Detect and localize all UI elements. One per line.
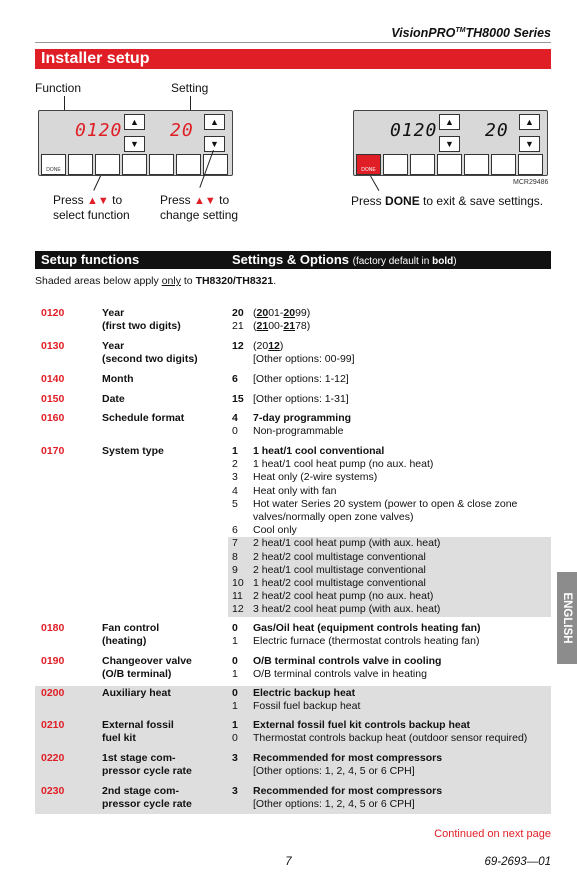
table-row: [35, 392, 551, 411]
option-text: 99): [295, 307, 311, 319]
table-row: [35, 784, 551, 814]
option-text: Fossil fuel backup heat: [253, 700, 361, 713]
option-text: 21: [256, 320, 269, 333]
option-value: 20: [232, 307, 244, 319]
option-text: 1 heat/1 cool conventional: [253, 445, 385, 457]
option-value: 3: [232, 752, 238, 764]
language-tab: ENGLISH: [557, 572, 577, 664]
up-down-arrows-icon: ▲▼: [87, 195, 109, 207]
soft-key[interactable]: [383, 154, 408, 175]
option-text: [Other options: 00-99]: [253, 353, 355, 366]
option-text: [Other options: 1, 2, 4, 5 or 6 CPH]: [253, 798, 415, 811]
option-item: [232, 458, 551, 471]
thermostat-display-left: [38, 110, 233, 176]
option-description: [253, 485, 551, 498]
option-item: [232, 485, 551, 498]
soft-key[interactable]: [95, 154, 120, 175]
option-value: 0: [232, 655, 238, 667]
option-text: 2 heat/1 cool heat pump (with aux. heat): [253, 537, 441, 550]
option-list: [232, 445, 551, 617]
option-description: [253, 590, 551, 603]
option-value: 1: [232, 700, 238, 713]
function-name-line: (O/B terminal): [102, 668, 172, 681]
option-list: [232, 785, 551, 811]
function-name-line: System type: [102, 445, 164, 457]
option-description: [253, 412, 551, 425]
function-name-line: Fan control: [102, 622, 160, 634]
option-text: 00-: [268, 320, 284, 333]
continued-note: Continued on next page: [434, 828, 551, 840]
function-name-line: 1st stage com-: [102, 752, 176, 764]
document-number: 69-2693—01: [484, 856, 551, 868]
setting-value: 20: [485, 120, 509, 141]
option-item: [228, 590, 551, 603]
function-name-line: (heating): [102, 635, 147, 648]
function-code: 0190: [41, 655, 65, 667]
option-value: 6: [232, 524, 238, 537]
function-down-button[interactable]: ▼: [439, 136, 460, 152]
option-description: [253, 445, 551, 458]
function-name-line: External fossil: [102, 719, 174, 731]
function-value: 0120: [75, 120, 123, 141]
option-text: (: [253, 307, 257, 319]
function-name-line: Schedule format: [102, 412, 185, 424]
option-description: [253, 551, 551, 564]
option-value: 1: [232, 635, 238, 648]
option-description: [253, 668, 551, 681]
soft-key[interactable]: [176, 154, 201, 175]
function-code: 0140: [41, 373, 65, 385]
option-value: 2: [232, 458, 238, 471]
shaded-areas-note: Shaded areas below apply only to TH8320/TH8321.: [35, 275, 277, 287]
option-item: [228, 537, 551, 550]
table-row: [35, 411, 551, 444]
setting-up-button[interactable]: ▲: [204, 114, 225, 130]
option-description: [253, 655, 551, 668]
function-code: 0220: [41, 752, 65, 764]
done-leader: [370, 176, 379, 191]
function-name-line: Year: [102, 307, 125, 319]
function-code: 0170: [41, 445, 65, 457]
press-done-instruction: Press DONE to exit & save settings.: [351, 194, 544, 208]
option-item: [232, 425, 551, 438]
option-item: [232, 622, 551, 635]
option-list: [232, 752, 551, 778]
press-function-instruction: Press ▲▼ to select function: [53, 193, 130, 222]
option-item: [228, 551, 551, 564]
option-item: [232, 635, 551, 648]
setting-down-button[interactable]: ▼: [204, 136, 225, 152]
function-name-line: pressor cycle rate: [102, 765, 192, 778]
option-text: Heat only (2-wire systems): [253, 471, 378, 484]
option-description: [253, 732, 551, 745]
table-row: [35, 621, 551, 654]
option-text: 2 heat/2 cool multistage conventional: [253, 550, 426, 563]
option-value: 0: [232, 687, 238, 699]
function-code: 0130: [41, 340, 65, 352]
function-name: [102, 719, 174, 745]
option-text: (20: [253, 340, 269, 352]
table-row: [35, 718, 551, 751]
function-up-button[interactable]: ▲: [439, 114, 460, 130]
option-item: [232, 732, 551, 745]
setting-up-button[interactable]: ▲: [519, 114, 540, 130]
function-arrow-leader: [93, 176, 101, 191]
up-down-arrows-icon: ▲▼: [194, 195, 216, 207]
option-item: [232, 752, 551, 765]
option-description: [253, 622, 551, 635]
setting-down-button[interactable]: ▼: [519, 136, 540, 152]
soft-key[interactable]: [518, 154, 543, 175]
option-text: Cool only: [253, 524, 297, 537]
option-description: [253, 700, 551, 713]
option-list: [232, 622, 551, 648]
option-item: [232, 687, 551, 700]
option-list: [232, 340, 551, 366]
function-name-line: Year: [102, 340, 125, 352]
option-text: O/B terminal controls valve in cooling: [253, 655, 442, 667]
table-row: [35, 339, 551, 372]
option-description: [253, 524, 551, 537]
table-row: [35, 444, 551, 621]
option-item: [232, 700, 551, 713]
function-name-line: Auxiliary heat: [102, 687, 171, 699]
option-item: [232, 340, 551, 353]
option-text: Recommended for most compressors: [253, 785, 443, 797]
option-description: [253, 564, 551, 577]
option-text: 3 heat/2 cool heat pump (with aux. heat): [253, 603, 441, 616]
function-name-line: Date: [102, 393, 125, 405]
option-value: 3: [232, 785, 238, 797]
soft-key[interactable]: [410, 154, 435, 175]
option-text: Heat only with fan: [253, 484, 337, 497]
done-button[interactable]: DONE: [41, 154, 66, 175]
option-description: [253, 393, 551, 406]
function-code: 0200: [41, 687, 65, 699]
option-description: [253, 307, 551, 320]
option-item: [232, 765, 551, 778]
option-value: 11: [232, 590, 243, 603]
option-description: [253, 635, 551, 648]
option-item: [232, 785, 551, 798]
option-value: 7: [232, 537, 238, 550]
setup-functions-heading: Setup functions: [41, 252, 140, 267]
soft-key[interactable]: [464, 154, 489, 175]
option-value: 4: [232, 484, 238, 497]
function-code: 0160: [41, 412, 65, 424]
soft-key[interactable]: [491, 154, 516, 175]
option-text: Hot water Series 20 system (power to open & close zone valves/normally open zone valves): [253, 497, 518, 524]
option-item: [228, 577, 551, 590]
option-value: 0: [232, 425, 238, 438]
option-text: [Other options: 1-31]: [253, 393, 349, 405]
option-list: [232, 655, 551, 681]
option-text: 21: [283, 320, 296, 333]
figure-code: MCR29486: [513, 179, 549, 186]
option-description: [253, 320, 551, 333]
option-item: [228, 603, 551, 616]
option-description: [253, 798, 551, 811]
option-item: [232, 498, 551, 524]
settings-options-heading: Settings & Options (factory default in bold): [232, 252, 457, 267]
option-text: [Other options: 1-12]: [253, 373, 349, 385]
option-text: ): [279, 340, 284, 352]
option-text: [Other options: 1, 2, 4, 5 or 6 CPH]: [253, 765, 415, 778]
function-name: [102, 785, 192, 811]
option-item: [232, 307, 551, 320]
option-list: [232, 307, 551, 333]
function-name-line: pressor cycle rate: [102, 798, 192, 811]
option-value: 1: [232, 719, 238, 731]
function-name-line: (second two digits): [102, 353, 198, 366]
option-value: 0: [232, 732, 238, 745]
option-text: Gas/Oil heat (equipment controls heating fan): [253, 622, 481, 634]
option-value: 9: [232, 563, 238, 576]
function-callout: Function: [35, 81, 82, 95]
option-item: [232, 655, 551, 668]
option-item: [232, 524, 551, 537]
soft-key[interactable]: [437, 154, 462, 175]
table-header: [35, 251, 551, 269]
function-name: [102, 412, 184, 425]
option-description: [253, 471, 551, 484]
option-text: 2 heat/2 cool heat pump (no aux. heat): [253, 590, 434, 603]
option-description: [253, 340, 551, 353]
option-list: [232, 393, 551, 406]
option-value: 5: [232, 497, 238, 510]
option-item: [232, 373, 551, 386]
option-value: [232, 353, 253, 366]
option-text: Non-programmable: [253, 425, 344, 438]
option-text: 1 heat/1 cool heat pump (no aux. heat): [253, 458, 434, 471]
option-description: [253, 785, 551, 798]
option-text: Thermostat controls backup heat (outdoor sensor required): [253, 732, 528, 745]
option-text: 2 heat/1 cool multistage conventional: [253, 563, 426, 576]
option-description: [253, 719, 551, 732]
function-name-line: Changeover valve: [102, 655, 192, 667]
option-description: [253, 752, 551, 765]
function-code: 0180: [41, 622, 65, 634]
option-value: 15: [232, 393, 244, 405]
option-text: External fossil fuel kit controls backup heat: [253, 719, 471, 731]
option-value: 1: [232, 445, 238, 457]
option-description: [253, 458, 551, 471]
series-title: VisionPRO™TH8000 Series: [391, 26, 551, 40]
option-text: Recommended for most compressors: [253, 752, 443, 764]
press-setting-instruction: Press ▲▼ to change setting: [160, 193, 239, 222]
table-row: [35, 372, 551, 392]
option-item: [232, 445, 551, 458]
option-item: [232, 471, 551, 484]
function-up-button[interactable]: ▲: [124, 114, 145, 130]
function-name-line: (first two digits): [102, 320, 181, 333]
option-value: [232, 765, 253, 778]
option-list: [232, 373, 551, 386]
page-number: 7: [285, 856, 292, 868]
option-item: [232, 412, 551, 425]
option-text: 01-: [268, 307, 284, 319]
option-value: 8: [232, 550, 238, 563]
soft-key-row: [356, 154, 543, 175]
option-item: [232, 393, 551, 406]
soft-key[interactable]: [68, 154, 93, 175]
function-name: [102, 622, 159, 648]
option-description: [253, 687, 551, 700]
thermostat-display-right: [353, 110, 548, 176]
option-list: [232, 719, 551, 745]
done-button[interactable]: DONE: [356, 154, 381, 175]
option-item: [232, 719, 551, 732]
option-value: 3: [232, 471, 238, 484]
table-row: [35, 686, 551, 718]
function-name: [102, 752, 192, 778]
option-item: [232, 320, 551, 333]
function-code: 0210: [41, 719, 65, 731]
function-value: 0120: [390, 120, 438, 141]
option-description: [253, 353, 551, 366]
setting-value: 20: [170, 120, 194, 141]
option-description: [253, 537, 551, 550]
option-text: O/B terminal controls valve in heating: [253, 668, 427, 681]
option-value: 4: [232, 412, 238, 424]
function-name-line: 2nd stage com-: [102, 785, 180, 797]
function-name: [102, 340, 198, 366]
option-item: [228, 564, 551, 577]
soft-key[interactable]: [122, 154, 147, 175]
option-value: 12: [232, 603, 244, 616]
function-name: [102, 445, 164, 458]
table-row: [35, 654, 551, 686]
function-name: [102, 687, 171, 700]
option-item: [232, 353, 551, 366]
option-description: [253, 603, 551, 616]
option-text: 20: [256, 307, 269, 319]
option-list: [232, 412, 551, 438]
function-name-line: fuel kit: [102, 732, 136, 745]
function-name: [102, 307, 181, 333]
header-rule: [35, 42, 551, 43]
option-item: [232, 668, 551, 681]
table-row: [35, 751, 551, 784]
option-text: Electric furnace (thermostat controls heating fan): [253, 635, 480, 648]
option-value: 21: [232, 320, 244, 333]
option-text: Electric backup heat: [253, 687, 356, 699]
option-value: [232, 798, 253, 811]
option-description: [253, 577, 551, 590]
option-value: 6: [232, 373, 238, 385]
setting-callout: Setting: [171, 81, 209, 95]
option-value: 12: [232, 340, 244, 352]
function-name: [102, 373, 134, 386]
soft-key[interactable]: [149, 154, 174, 175]
section-title: Installer setup: [35, 49, 551, 69]
function-name-line: Month: [102, 373, 134, 385]
option-description: [253, 498, 551, 524]
option-text: 78): [295, 320, 311, 333]
option-description: [253, 373, 551, 386]
option-value: 1: [232, 668, 238, 681]
function-code: 0150: [41, 393, 65, 405]
function-code: 0120: [41, 307, 65, 319]
option-description: [253, 765, 551, 778]
option-text: (: [253, 320, 257, 333]
option-item: [232, 798, 551, 811]
function-name: [102, 655, 192, 681]
table-row: [35, 306, 551, 339]
function-name: [102, 393, 125, 406]
option-text: 12: [268, 340, 280, 352]
soft-key-row: [41, 154, 228, 175]
option-value: 10: [232, 577, 244, 590]
option-text: 7-day programming: [253, 412, 352, 424]
option-text: 1 heat/2 cool multistage conventional: [253, 577, 426, 590]
option-list: [232, 687, 551, 713]
option-description: [253, 425, 551, 438]
option-value: 0: [232, 622, 238, 634]
option-text: 20: [283, 307, 296, 319]
function-down-button[interactable]: ▼: [124, 136, 145, 152]
function-code: 0230: [41, 785, 65, 797]
